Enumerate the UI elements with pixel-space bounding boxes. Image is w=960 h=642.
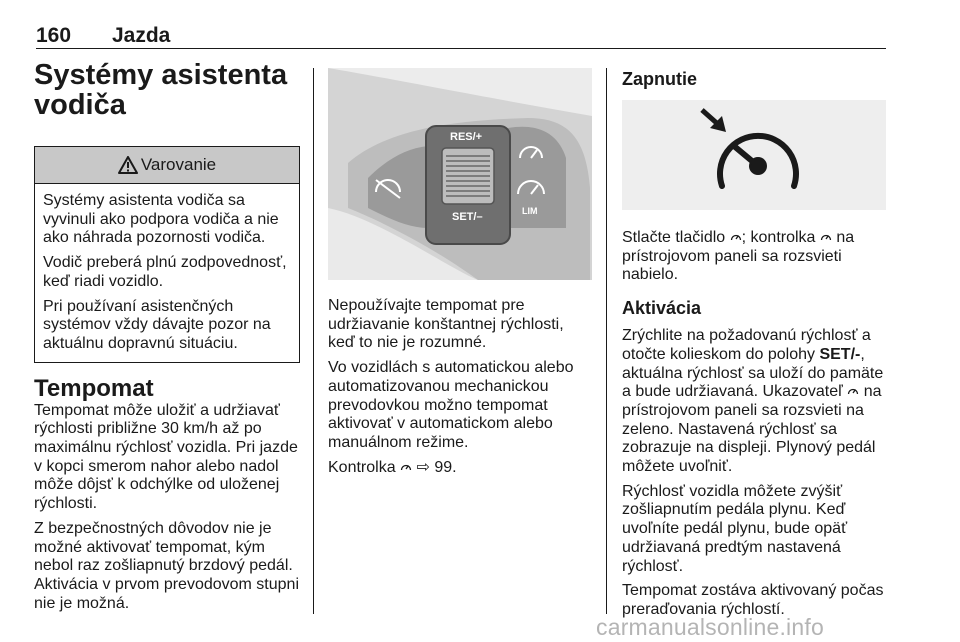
cruise-on-illustration: [622, 100, 886, 210]
column-divider-2: [606, 68, 607, 614]
body-paragraph: Z bezpečnostných dôvodov nie je možné aktivovať tempomat, kým nebol raz zošliapnutý brzdový pedál. Aktivácia v prvom prevodovom stupni nie je možná.: [34, 519, 299, 612]
subsection-title: Zapnutie: [622, 69, 697, 89]
warning-label: Varovanie: [140, 155, 217, 174]
body-paragraph: Vo vozidlách s automatickou alebo automatizovanou mechanickou prevodovkou možno tempomat aktivovať v automatickom alebo manuálnom režime.: [328, 359, 574, 451]
cruise-indicator-icon: [820, 231, 832, 243]
indicator-reference: [328, 459, 592, 478]
body-paragraph: Tempomat zostáva aktivovaný počas preraďovania rýchlostí.: [622, 582, 884, 618]
column-3: [622, 68, 888, 620]
warning-box: [34, 146, 300, 363]
section-title: Systémy asistenta vodiča: [34, 59, 288, 121]
chapter-title: Jazda: [112, 24, 171, 47]
text-run: na prístrojovom paneli sa rozsvieti na zeleno. Nastavená rýchlosť sa zobrazuje na displeji. Plynový pedál môžete uvoľniť.: [622, 383, 882, 476]
cruise-indicator-icon: [400, 461, 412, 473]
warning-header: [35, 147, 299, 184]
cruise-indicator-icon: [847, 385, 859, 397]
text-run: ; kontrolka: [741, 229, 816, 246]
column-divider-1: [313, 68, 314, 614]
body-paragraph: Tempomat môže uložiť a udržiavať rýchlosti približne 30 km/h až po maximálnu rýchlosť vozidla. Pri jazde v kopci smerom nahor alebo nadol môže dôjsť k odchýlke od uloženej rýchlosti.: [34, 401, 298, 513]
page-reference-arrow-icon: ⇨: [416, 458, 430, 476]
subsection-title: Tempomat: [34, 374, 154, 402]
res-label: RES/+: [450, 131, 483, 143]
body-paragraph: [622, 327, 888, 477]
indicator-reference-label: Kontrolka: [328, 458, 396, 476]
page-header: [36, 14, 886, 49]
column-2: [328, 68, 592, 477]
watermark: carmanualsonline.info: [596, 614, 824, 640]
body-paragraph: [622, 229, 888, 285]
body-paragraph: Rýchlosť vozidla môžete zvýšiť zošliapnutím pedála plynu. Keď uvoľníte pedál plynu, bude opäť udržiavaná predtým nastavená rýchlosť.: [622, 482, 848, 575]
text-run: , aktuálna rýchlosť sa uloží do pamäte a bude udržiavaná. Ukazovateľ: [622, 345, 884, 401]
text-run: Stlačte tlačidlo: [622, 229, 726, 246]
cruise-control-switch-illustration: [328, 68, 592, 280]
indicator-reference-page: 99.: [434, 458, 457, 476]
warning-body: [35, 184, 299, 362]
warning-triangle-icon: [118, 156, 138, 174]
page-number: 160: [36, 24, 72, 47]
set-control-label: SET/-: [819, 345, 861, 363]
set-label: SET/–: [452, 211, 483, 223]
warning-paragraph: Systémy asistenta vodiča sa vyvinuli ako podpora vodiča a nie ako náhrada pozornosti vodiča.: [43, 192, 279, 247]
lim-label: LIM: [522, 206, 538, 216]
body-paragraph: Nepoužívajte tempomat pre udržiavanie konštantnej rýchlosti, keď to nie je rozumné.: [328, 297, 564, 352]
text-run: Zrýchlite na požadovanú rýchlosť a otočte kolieskom do polohy: [622, 327, 871, 363]
warning-paragraph: Pri používaní asistenčných systémov vždy dávajte pozor na aktuálnu dopravnú situáciu.: [43, 297, 271, 352]
warning-paragraph: Vodič preberá plnú zodpovednosť, keď riadi vozidlo.: [43, 254, 287, 290]
column-1: [34, 60, 300, 613]
subsection-title: Aktivácia: [622, 298, 702, 319]
cruise-button-icon: [730, 231, 742, 243]
text-run: na prístrojovom paneli sa rozsvieti nabielo.: [622, 229, 855, 284]
